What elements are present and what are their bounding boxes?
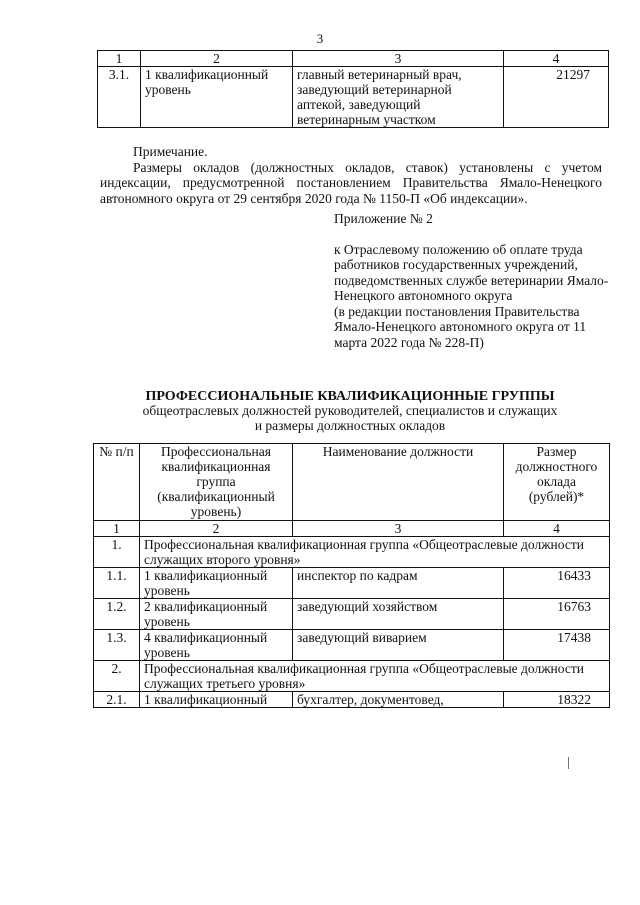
table-row: [94, 568, 610, 599]
table-row: [94, 630, 610, 661]
col-number: 3: [293, 521, 504, 537]
position-name: инспектор по кадрам: [293, 568, 504, 599]
table-row: [94, 599, 610, 630]
row-number: 2.1.: [94, 692, 140, 708]
appendix-title: Приложение № 2: [334, 211, 433, 226]
salary-value: 16433: [504, 568, 610, 599]
position-name: бухгалтер, документовед,: [293, 692, 504, 708]
col-number: 2: [140, 521, 293, 537]
row-number: 3.1.: [98, 67, 141, 128]
group-title: Профессиональная квалификационная группа «Общеотраслевые должности служащих второго уровня»: [140, 537, 610, 568]
appendix-body: к Отраслевому положению об оплате труда работников государственных учреждений, подведомственных службе ветеринарии Ямало-Ненецкого автономного округа: [334, 241, 609, 303]
header-position: Наименование должности: [293, 444, 504, 521]
header-group: Профессиональная квалификационная группа (квалификационный уровень): [140, 444, 293, 521]
section-subtitle: [90, 403, 610, 433]
qualification-level: 1 квалификационный: [140, 692, 293, 708]
note-text: Размеры окладов (должностных окладов, ставок) установлены с учетом индексации, предусмотренной постановлением Правительства Ямало-Ненецкого автономного округа от 29 сентября 2020 года № 1150-П «Об индексации».: [100, 159, 602, 206]
note-block: [100, 144, 602, 206]
salary-value: 21297: [504, 67, 609, 128]
note-heading: Примечание.: [133, 144, 208, 159]
col-number: 4: [504, 51, 609, 67]
scan-mark: [568, 757, 569, 769]
appendix-header: [334, 211, 614, 350]
row-number: 1.2.: [94, 599, 140, 630]
col-number: 3: [293, 51, 504, 67]
group-row: [94, 537, 610, 568]
header-num: № п/п: [94, 444, 140, 521]
header-salary: Размер должностного оклада (рублей)*: [504, 444, 610, 521]
salary-value: 18322: [504, 692, 610, 708]
position-names: главный ветеринарный врач, заведующий ветеринарной аптекой, заведующий ветеринарным участком: [293, 67, 504, 128]
subtitle-line: и размеры должностных окладов: [254, 418, 446, 433]
col-number: 2: [141, 51, 293, 67]
salary-value: 17438: [504, 630, 610, 661]
col-number: 4: [504, 521, 610, 537]
column-number-row: [94, 521, 610, 537]
qualification-level: 4 квалификационный уровень: [140, 630, 293, 661]
qualification-level: 1 квалификационный уровень: [140, 568, 293, 599]
position-name: заведующий хозяйством: [293, 599, 504, 630]
group-title: Профессиональная квалификационная группа «Общеотраслевые должности служащих третьего уровня»: [140, 661, 610, 692]
page-number: 3: [316, 31, 324, 46]
row-number: 1.3.: [94, 630, 140, 661]
subtitle-line: общеотраслевых должностей руководителей, специалистов и служащих: [142, 403, 558, 418]
column-number-row: [98, 51, 609, 67]
qualification-level: 1 квалификационный уровень: [141, 67, 293, 128]
section-title: ПРОФЕССИОНАЛЬНЫЕ КВАЛИФИКАЦИОННЫЕ ГРУППЫ: [145, 389, 555, 404]
table-row: [94, 692, 610, 708]
salary-table-continuation: [97, 50, 609, 128]
qualification-groups-table: [93, 443, 610, 708]
appendix-revision: (в редакции постановления Правительства Ямало-Ненецкого автономного округа от 11 марта 2022 года № 228-П): [334, 303, 587, 350]
qualification-level: 2 квалификационный уровень: [140, 599, 293, 630]
group-row: [94, 661, 610, 692]
table-row: [98, 67, 609, 128]
position-name: заведующий виварием: [293, 630, 504, 661]
col-number: 1: [94, 521, 140, 537]
row-number: 1.1.: [94, 568, 140, 599]
table-header-row: [94, 444, 610, 521]
col-number: 1: [98, 51, 141, 67]
salary-value: 16763: [504, 599, 610, 630]
group-number: 2.: [94, 661, 140, 692]
group-number: 1.: [94, 537, 140, 568]
